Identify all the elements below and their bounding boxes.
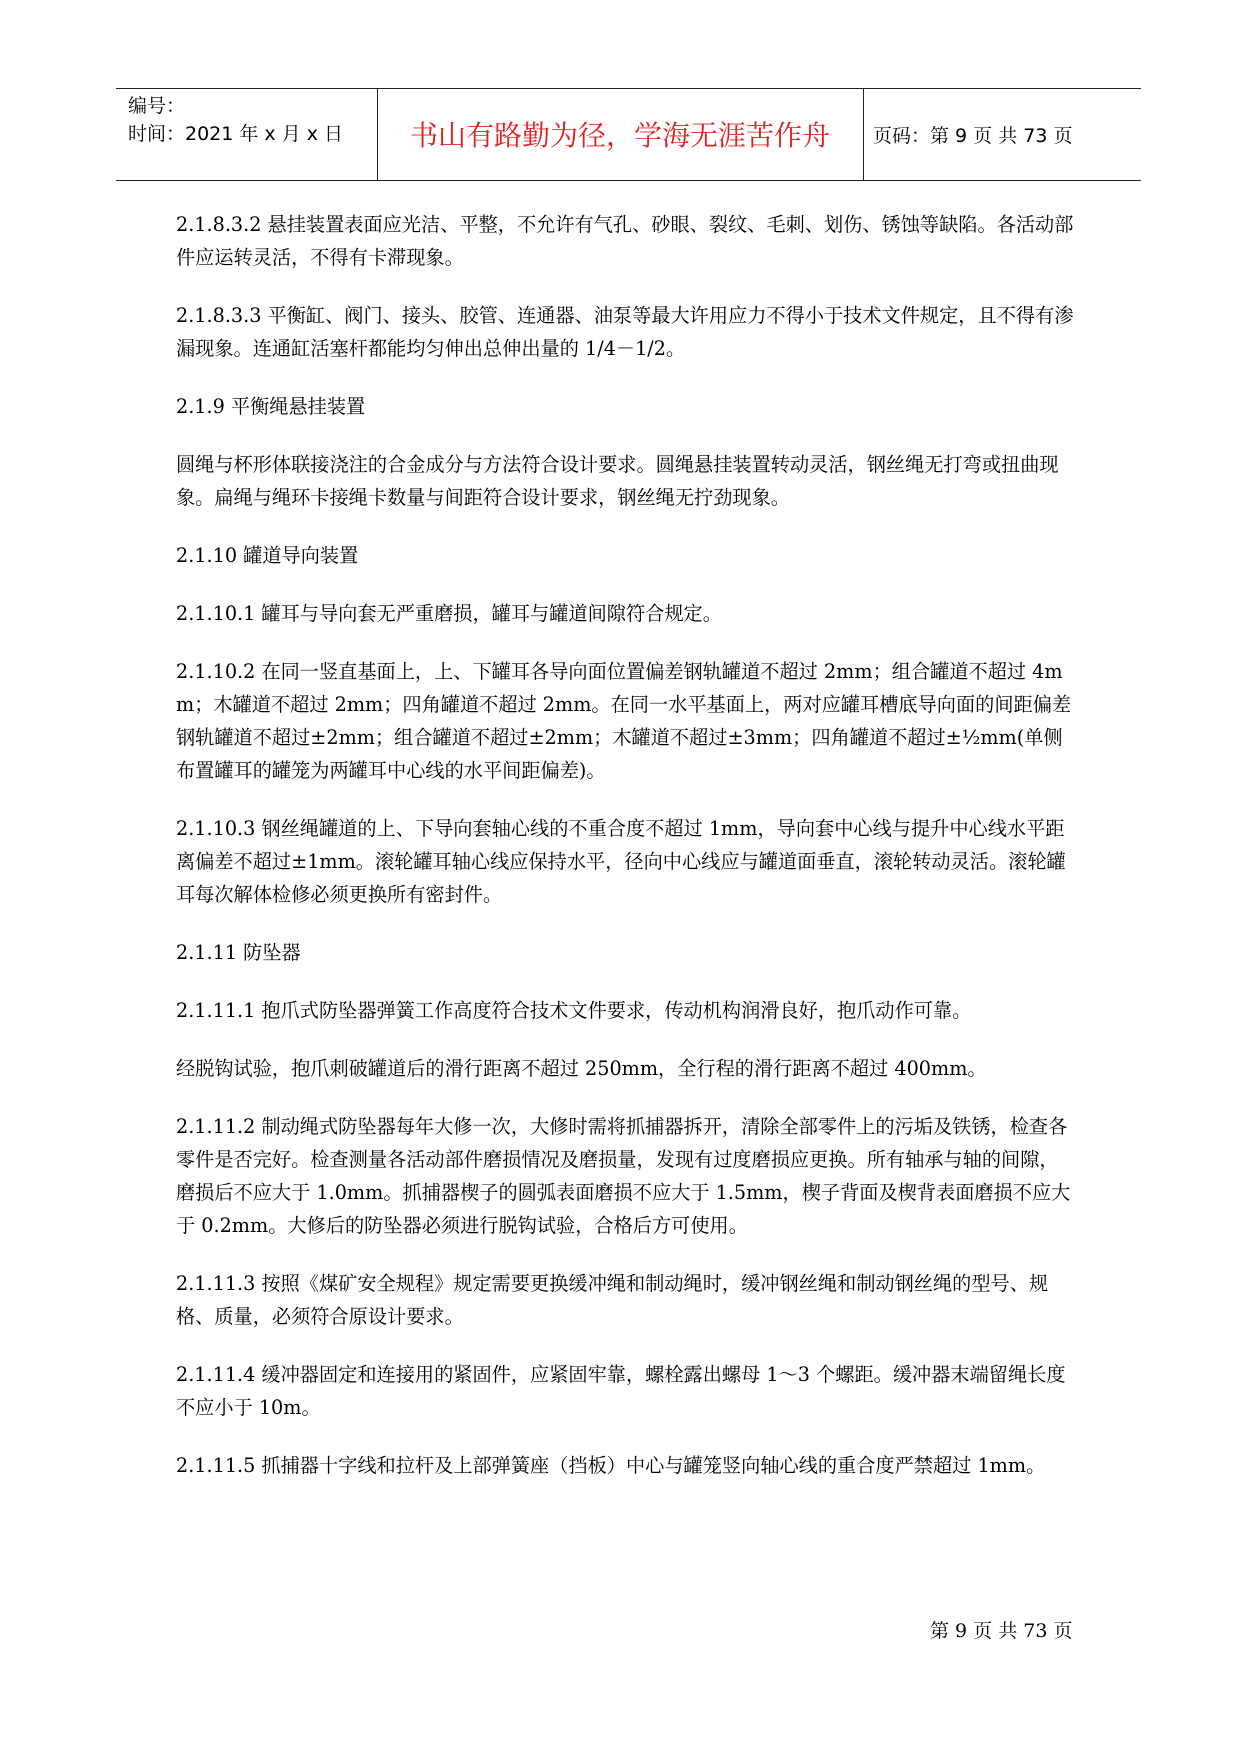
paragraph: 2.1.10.1 罐耳与导向套无严重磨损，罐耳与罐道间隙符合规定。: [176, 602, 722, 625]
paragraph: 2.1.11.5 抓捕器十字线和拉杆及上部弹簧座（挡板）中心与罐笼竖向轴心线的重合度严禁超过 1mm。: [176, 1454, 1046, 1477]
paragraph: 2.1.10.3 钢丝绳罐道的上、下导向套轴心线的不重合度不超过 1mm，导向套中心线与提升中心线水平距离偏差不超过±1mm。滚轮罐耳轴心线应保持水平，径向中心线应与罐道面垂直，滚轮转动灵活。滚轮罐耳每次解体检修必须更换所有密封件。: [176, 817, 1066, 906]
paragraph: 经脱钩试验，抱爪刺破罐道后的滑行距离不超过 250mm，全行程的滑行距离不超过 400mm。: [176, 1057, 987, 1080]
header-motto: 书山有路勤为径，学海无涯苦作舟: [409, 119, 830, 152]
paragraph: 圆绳与杯形体联接浇注的合金成分与方法符合设计要求。圆绳悬挂装置转动灵活，钢丝绳无打弯或扭曲现象。扁绳与绳环卡接绳卡数量与间距符合设计要求，钢丝绳无拧劲现象。: [176, 453, 1059, 509]
header-divider-right: [863, 88, 864, 180]
document-body: [176, 208, 1076, 1507]
section-heading: 2.1.9 平衡绳悬挂装置: [176, 395, 366, 418]
page-footer: 第 9 页 共 73 页: [930, 1620, 1073, 1642]
header-meta: [128, 92, 343, 148]
paragraph: 2.1.8.3.2 悬挂装置表面应光洁、平整，不允许有气孔、砂眼、裂纹、毛刺、划伤、锈蚀等缺陷。各活动部件应运转灵活，不得有卡滞现象。: [176, 213, 1074, 269]
paragraph: 2.1.11.1 抱爪式防坠器弹簧工作高度符合技术文件要求，传动机构润滑良好，抱爪动作可靠。: [176, 999, 972, 1022]
document-header: [116, 88, 1141, 180]
header-page-label: 页码：第 9 页 共 73 页: [873, 124, 1073, 147]
section-heading: 2.1.10 罐道导向装置: [176, 544, 359, 567]
paragraph: 2.1.11.2 制动绳式防坠器每年大修一次，大修时需将抓捕器拆开，清除全部零件上的污垢及铁锈，检查各零件是否完好。检查测量各活动部件磨损情况及磨损量，发现有过度磨损应更换。所有轴承与轴的间隙，磨损后不应大于 1.0mm。抓捕器楔子的圆弧表面磨损不应大于 1.5mm，楔子背面及楔背表面磨损不应大于 0.2mm。大修后的防坠器必须进行脱钩试验，合格后方可使用。: [176, 1115, 1071, 1237]
paragraph: 2.1.10.2 在同一竖直基面上，上、下罐耳各导向面位置偏差钢轨罐道不超过 2mm；组合罐道不超过 4mm；木罐道不超过 2mm；四角罐道不超过 2mm。在同一水平基面上，两对应罐耳槽底导向面的间距偏差钢轨罐道不超过±2mm；组合罐道不超过±2mm；木罐道不超过±3mm；四角罐道不超过±½mm(单侧布置罐耳的罐笼为两罐耳中心线的水平间距偏差)。: [176, 660, 1072, 782]
time-label: 时间：2021 年 x 月 x 日: [128, 123, 344, 145]
paragraph: 2.1.11.3 按照《煤矿安全规程》规定需要更换缓冲绳和制动绳时，缓冲钢丝绳和制动钢丝绳的型号、规格、质量，必须符合原设计要求。: [176, 1272, 1049, 1328]
section-heading: 2.1.11 防坠器: [176, 941, 301, 964]
number-label: 编号：: [128, 95, 186, 117]
paragraph: 2.1.11.4 缓冲器固定和连接用的紧固件，应紧固牢靠，螺栓露出螺母 1～3 个螺距。缓冲器末端留绳长度不应小于 10m。: [176, 1363, 1066, 1419]
header-bottom-rule: [116, 180, 1141, 181]
paragraph: 2.1.8.3.3 平衡缸、阀门、接头、胶管、连通器、油泵等最大许用应力不得小于技术文件规定，且不得有渗漏现象。连通缸活塞杆都能均匀伸出总伸出量的 1/4－1/2。: [176, 304, 1074, 360]
